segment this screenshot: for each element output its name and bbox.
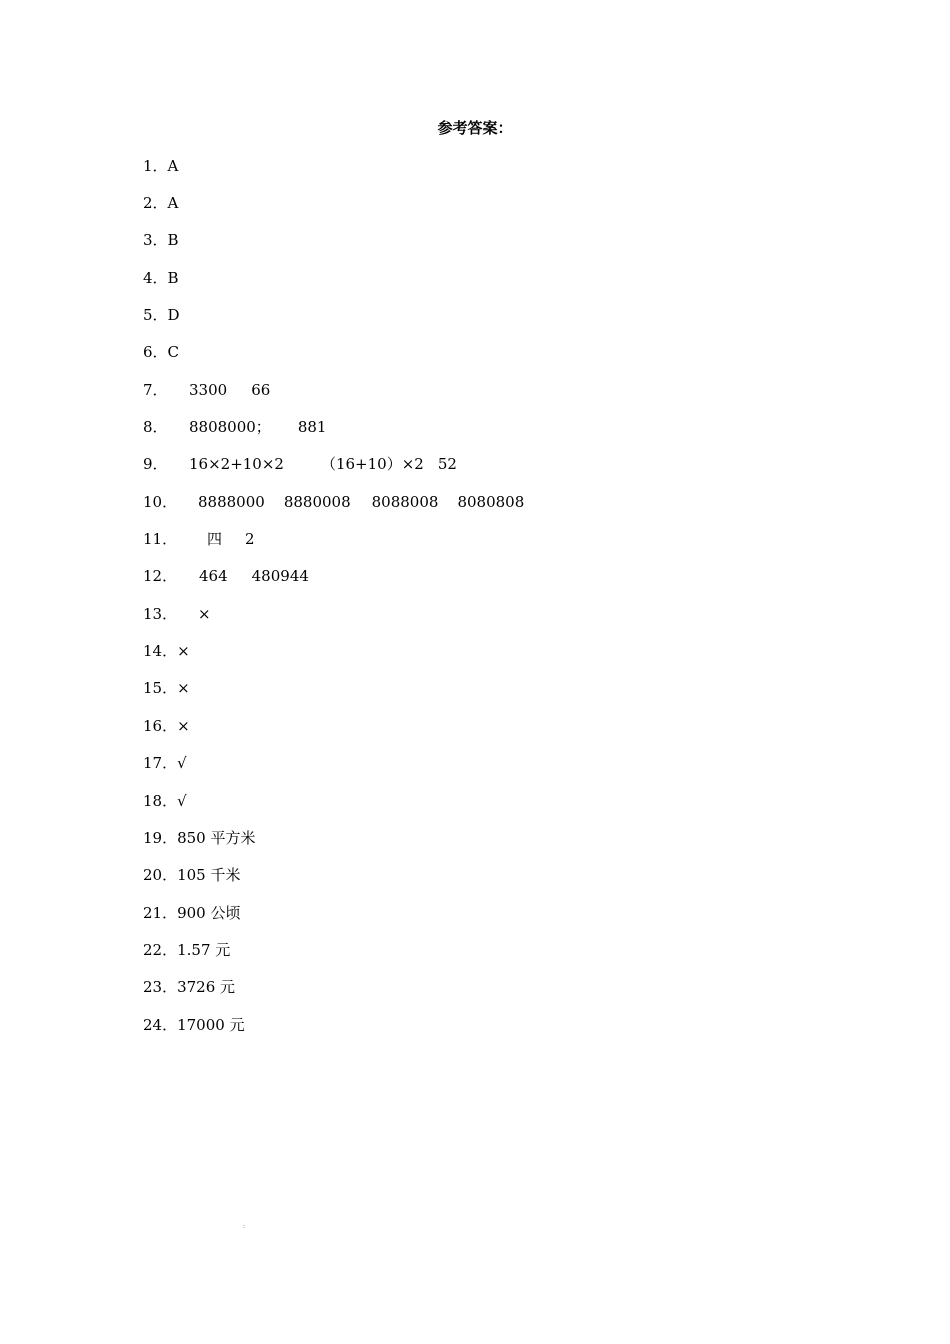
answer-number: 12．: [143, 567, 178, 586]
footer-mark: :: [243, 1223, 246, 1230]
answer-row: [143, 632, 843, 669]
answer-content: [177, 639, 190, 663]
answer-number: 15．: [143, 679, 178, 698]
answer-value: A: [167, 194, 179, 213]
answer-value: 17000 元: [177, 1015, 245, 1034]
answer-row: [143, 558, 843, 595]
answer-value: 8808000；: [189, 418, 271, 437]
answer-content: [199, 564, 309, 588]
answer-value: （16+10）×2: [320, 455, 424, 474]
answer-number: 4．: [143, 268, 168, 287]
answer-value: 881: [297, 418, 327, 437]
answer-number: 6．: [143, 343, 168, 362]
answer-value: 2: [245, 530, 255, 549]
page-title: 参考答案：: [437, 119, 513, 137]
answer-content: [168, 266, 179, 290]
answer-value: 105 千米: [177, 866, 241, 885]
answer-number: 9．: [143, 455, 168, 474]
answer-row: [143, 894, 843, 931]
answer-value: 四: [207, 530, 223, 549]
answer-row: [143, 745, 843, 782]
answer-row: [143, 222, 843, 259]
answer-row: [143, 857, 843, 894]
answer-number: 24．: [143, 1015, 178, 1034]
answer-value: √: [177, 754, 187, 773]
answer-number: 21．: [143, 903, 178, 922]
answer-content: [177, 751, 187, 775]
answer-row: [143, 1006, 843, 1043]
answer-content: [177, 714, 190, 738]
answer-value: 8080808: [457, 492, 525, 511]
answer-number: 13．: [143, 604, 178, 623]
answer-value: 464: [199, 567, 228, 586]
answer-value: 1.57 元: [177, 940, 231, 959]
answer-content: [198, 602, 211, 626]
answer-row: [143, 819, 843, 856]
answer-content: [177, 789, 187, 813]
answer-row: [143, 446, 843, 483]
answer-number: 5．: [143, 306, 168, 325]
answer-content: [168, 191, 179, 215]
answer-number: 14．: [143, 642, 178, 661]
answer-content: [177, 826, 255, 850]
answer-content: [189, 415, 326, 439]
answer-row: [143, 408, 843, 445]
answer-number: 20．: [143, 866, 178, 885]
answer-number: 8．: [143, 418, 168, 437]
answer-value: 8088008: [371, 492, 439, 511]
answer-value: 944: [280, 567, 309, 586]
answer-row: [143, 520, 843, 557]
answer-content: [207, 527, 255, 551]
answer-value: 3726 元: [177, 978, 236, 997]
answer-value: 52: [437, 455, 457, 474]
answer-content: [198, 490, 524, 514]
answer-number: 3．: [143, 231, 168, 250]
answer-content: [168, 303, 180, 327]
answer-value: √: [177, 791, 187, 810]
answer-number: 19．: [143, 828, 178, 847]
answer-row: [143, 483, 843, 520]
answer-value: ×: [177, 716, 190, 735]
answer-value: ×: [177, 642, 190, 661]
answer-row: [143, 969, 843, 1006]
answer-number: 11．: [143, 530, 178, 549]
answer-content: [177, 975, 235, 999]
answer-value: 3300: [189, 380, 228, 399]
answer-value: 480: [251, 567, 281, 586]
answer-value: D: [167, 306, 180, 325]
answer-row: [143, 931, 843, 968]
answer-value: 8888000: [198, 492, 265, 511]
answer-content: [177, 1013, 245, 1037]
answer-row: [143, 296, 843, 333]
answer-row: [143, 371, 843, 408]
answer-value: 66: [251, 380, 271, 399]
answer-number: 7．: [143, 380, 168, 399]
answer-number: 23．: [143, 978, 178, 997]
answer-list: [143, 147, 843, 1043]
answer-number: 10．: [143, 492, 178, 511]
answer-content: [168, 340, 179, 364]
answer-number: 17．: [143, 754, 178, 773]
answer-value: 16×2+10×2: [189, 455, 284, 474]
answer-content: [177, 938, 230, 962]
answer-row: [143, 595, 843, 632]
answer-value: C: [167, 343, 180, 362]
answer-value: 8880008: [283, 492, 351, 511]
answer-value: ×: [198, 604, 211, 623]
answer-number: 16．: [143, 716, 178, 735]
answer-content: [177, 901, 240, 925]
answer-content: [189, 452, 457, 476]
answer-content: [177, 863, 240, 887]
answer-value: ×: [177, 679, 190, 698]
answer-value: 900 公顷: [177, 903, 241, 922]
answer-number: 2．: [143, 194, 168, 213]
answer-number: 22．: [143, 940, 178, 959]
answer-row: [143, 670, 843, 707]
answer-value: B: [167, 231, 179, 250]
answer-number: 18．: [143, 791, 178, 810]
answer-row: [143, 184, 843, 221]
answer-content: [168, 228, 179, 252]
answer-value: 850 平方米: [177, 828, 256, 847]
answer-content: [177, 676, 190, 700]
answer-value: B: [167, 268, 179, 287]
answer-value: A: [167, 156, 179, 175]
answer-row: [143, 334, 843, 371]
answer-row: [143, 147, 843, 184]
answer-content: [189, 378, 270, 402]
answer-number: 1．: [143, 156, 168, 175]
answer-row: [143, 782, 843, 819]
answer-row: [143, 259, 843, 296]
answer-row: [143, 707, 843, 744]
answer-content: [168, 154, 179, 178]
